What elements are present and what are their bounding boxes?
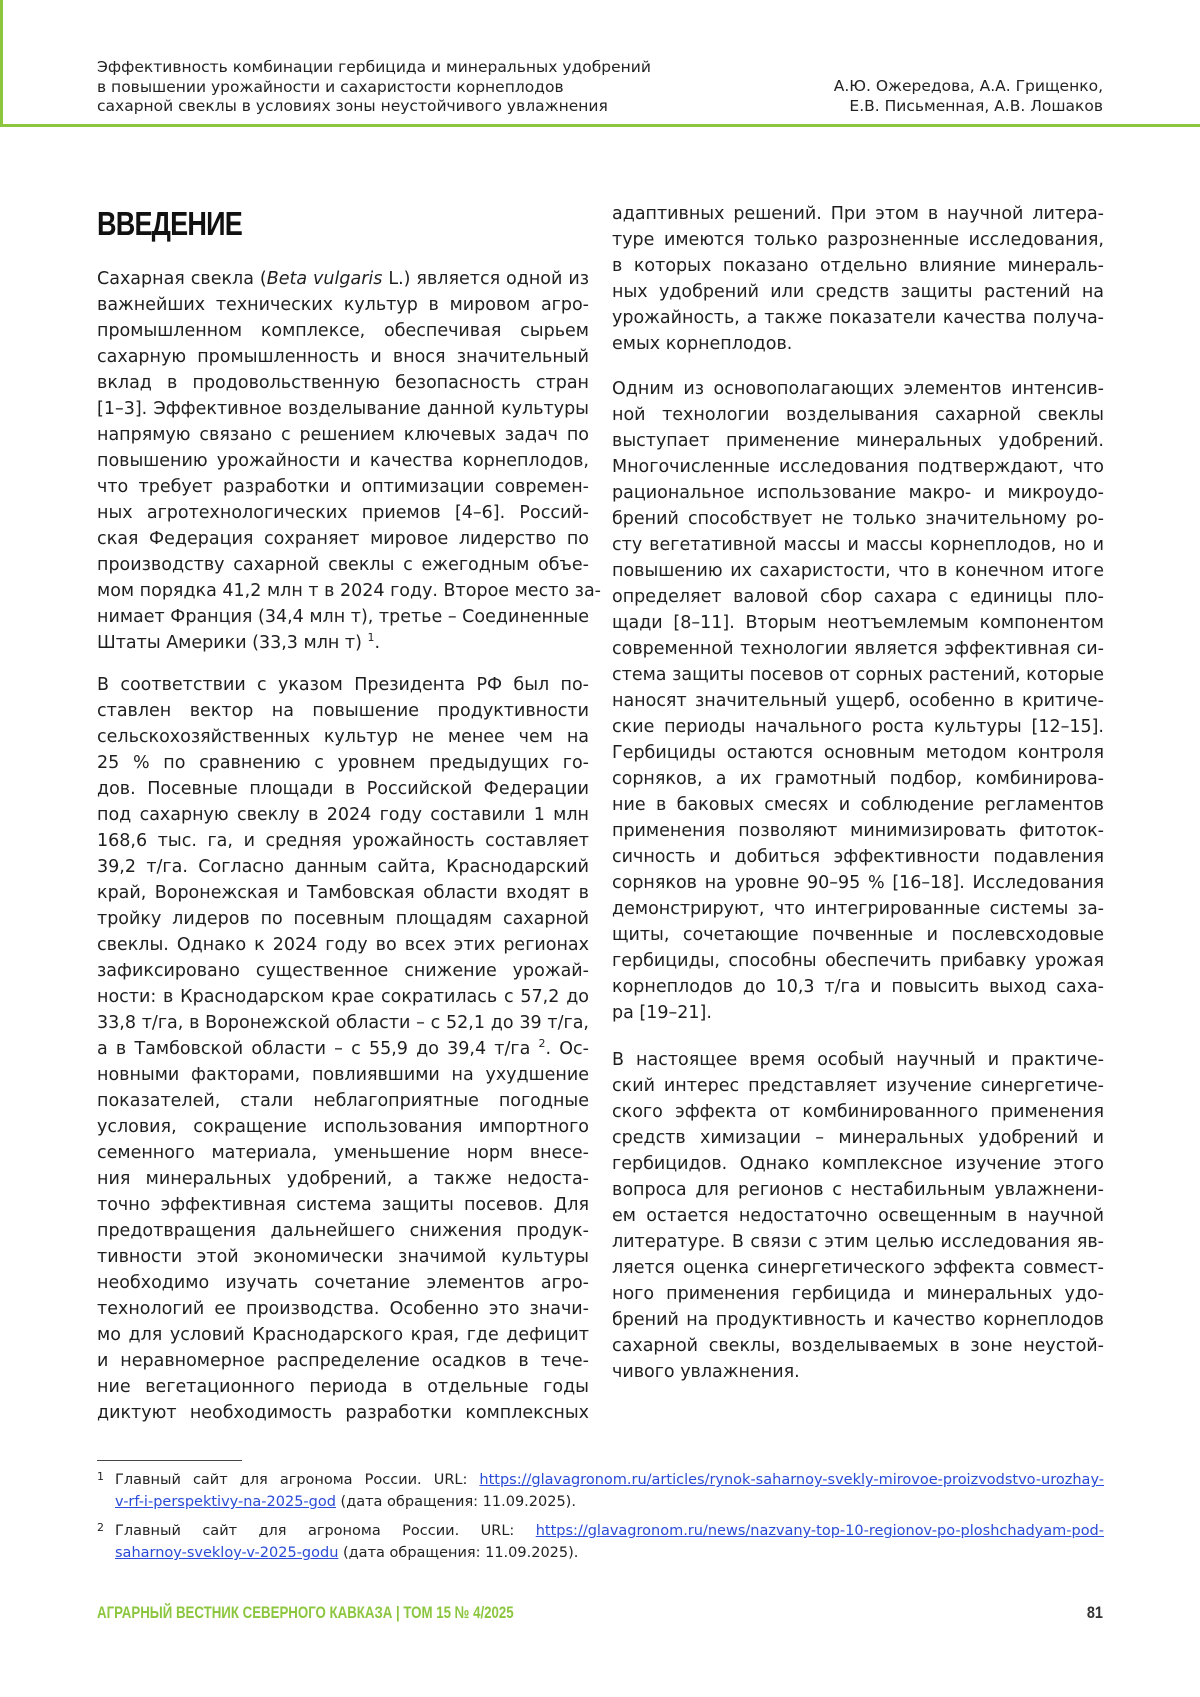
intro-paragraph-2: В соответствии с указом Президента РФ был по- ставлен вектор на повышение продуктивности сельскохозяйственных культур не менее чем на 25 % по сравнению с уровнем предыдущих го- дов. Посевные площади в Российской Федерации под сахарную свеклу в 2024 году составили 1 млн 168,6 тыс. га, и средняя урожайность составляет 39,2 т/га. Согласно данным сайта, Краснодарский край, Воронежская и Тамбовская области входят в тройку лидеров по посевным площадям сахарной свеклы. Однако к 2024 году во всех этих регионах зафиксировано существенное снижение урожай- ности: в Краснодарском крае сократилась с 57,2 до 33,8 т/га, в Воронежской области – с 52,1 до 39 т/га, а в Тамбовской области – с 55,9 до 39,4 т/га $^2$. Ос- новными факторами, повлиявшими на ухудшение показателей, стали неблагоприятные погодные условия, сокращение использования импортного семенного материала, уменьшение норм внесе- ния минеральных удобрений, а также недоста- точно эффективная система защиты посевов. Для предотвращения дальнейшего снижения продук- тивности этой экономически значимой культуры необходимо изучать сочетание элементов агро- технологий ее производства. Особенно это значи- мо для условий Краснодарского края, где дефицит и неравномерное распределение осадков в тече- ние вегетационного периода в отдельные годы диктуют необходимость разработки комплексных — [97, 675, 589, 1423]
footnote-link-1[interactable]: https://glavagronom.ru/articles/rynok-saharnoy-svekly-mirovoe-proizvodstvo-urozhay- — [479, 1472, 1104, 1488]
footnote-link-2-cont[interactable]: saharnoy-svekloy-v-2025-godu — [115, 1545, 339, 1561]
footnote-link-1-cont[interactable]: v-rf-i-perspektivy-na-2025-god — [115, 1494, 336, 1510]
intro-paragraph-5: В настоящее время особый научный и практиче- ский интерес представляет изучение синергетиче- ского эффекта от комбинированного применения средств химизации – минеральных удобрений и гербицидов. Однако комплексное изучение этого вопроса для регионов с нестабильным увлажнени- ем остается недостаточно освещенным в научной литературе. В связи с этим целью исследования яв- ляется оценка синергетического эффекта совмест- ного применения гербицида и минеральных удо- брений на продуктивность и качество корнеплодов сахарной свеклы, возделываемых в зоне неустой- чивого увлажнения. — [612, 1050, 1104, 1382]
footnote-2: 2 Главный сайт для агронома России. URL: https://glavagronom.ru/news/nazvany-top-10-regionov-po-ploshchadyam-pod- saharnoy-svekloy-v-2025-godu (дата обращения: 11.09.2025). — [97, 1520, 1104, 1564]
footnote-number: 2 — [97, 1521, 104, 1534]
section-heading: ВВЕДЕНИЕ — [97, 205, 242, 242]
running-title — [97, 58, 717, 117]
authors-line: А.Ю. Ожередова, А.А. Грищенко, — [833, 77, 1103, 95]
running-title-line: Эффективность комбинации гербицида и минеральных удобрений — [97, 58, 651, 76]
running-title-line: сахарной свеклы в условиях зоны неустойчивого увлажнения — [97, 97, 608, 115]
footnote-separator — [97, 1460, 242, 1461]
journal-footer: АГРАРНЫЙ ВЕСТНИК СЕВЕРНОГО КАВКАЗА | ТОМ 15 № 4/2025 — [97, 1603, 514, 1622]
intro-paragraph-4: Одним из основополагающих элементов интенсив- ной технологии возделывания сахарной свеклы выступает применение минеральных удобрений. Многочисленные исследования подтверждают, что рациональное использование макро- и микроудо- брений способствует не только значительному ро- сту вегетативной массы и массы корнеплодов, но и повышению их сахаристости, что в конечном итоге определяет валовой сбор сахара с единицы пло- щади [8–11]. Вторым неотъемлемым компонентом современной технологии является эффективная си- стема защиты посевов от сорных растений, которые наносят значительный ущерб, особенно в критиче- ские периоды начального роста культуры [12–15]. Гербициды остаются основным методом контроля сорняков, а их грамотный подбор, комбинирова- ние в баковых смесях и соблюдение регламентов применения позволяют минимизировать фитоток- сичность и добиться эффективности подавления сорняков на уровне 90–95 % [16–18]. Исследования демонстрируют, что интегрированные системы за- щиты, сочетающие почвенные и послевсходовые гербициды, способны обеспечить прибавку урожая корнеплодов до 10,3 т/га и повысить выход саха- ра [19–21]. — [612, 379, 1104, 1023]
page-number: 81 — [1086, 1603, 1103, 1622]
footnote-link-2[interactable]: https://glavagronom.ru/news/nazvany-top-10-regionov-po-ploshchadyam-pod- — [535, 1523, 1104, 1539]
footnote-number: 1 — [97, 1470, 104, 1483]
running-title-line: в повышении урожайности и сахаристости корнеплодов — [97, 77, 564, 96]
footnote-ref-2[interactable]: 2 — [538, 1037, 546, 1051]
intro-paragraph-1: Сахарная свекла (Beta vulgaris L.) является одной из важнейших технических культур в мировом агро- промышленном комплексе, обеспечивая сырьем сахарную промышленность и внося значительный вклад в продовольственную безопасность стран [1–3]. Эффективное возделывание данной культуры напрямую связано с решением ключевых задач по повышению урожайности и качества корнеплодов, что требует разработки и оптимизации современ- ных агротехнологических приемов [4–6]. Россий- ская Федерация сохраняет мировое лидерство по производству сахарной свеклы с ежегодным объе- мом порядка 41,2 млн т в 2024 году. Второе место за- нимает Франция (34,4 млн т), третье – Соединенные Штаты Америки (33,3 млн т) $^1$. — [97, 269, 601, 653]
authors-line: Е.В. Письменная, А.В. Лошаков — [849, 96, 1103, 115]
header-accent-rule — [0, 124, 1200, 127]
intro-paragraph-3: адаптивных решений. При этом в научной литера- туре имеются только разрозненные исследования, в которых показано отдельно влияние минераль- ных удобрений или средств защиты растений на урожайность, а также показатели качества получа- емых корнеплодов. — [612, 204, 1104, 354]
footnote-1: 1 Главный сайт для агронома России. URL: https://glavagronom.ru/articles/rynok-saharnoy-svekly-mirovoe-proizvodstvo-urozhay- v-rf-i-perspektivy-na-2025-god (дата обращения: 11.09.2025). — [97, 1469, 1104, 1513]
footnote-ref-1[interactable]: 1 — [367, 631, 375, 645]
header-accent-left — [0, 0, 3, 126]
running-authors — [683, 77, 1103, 116]
